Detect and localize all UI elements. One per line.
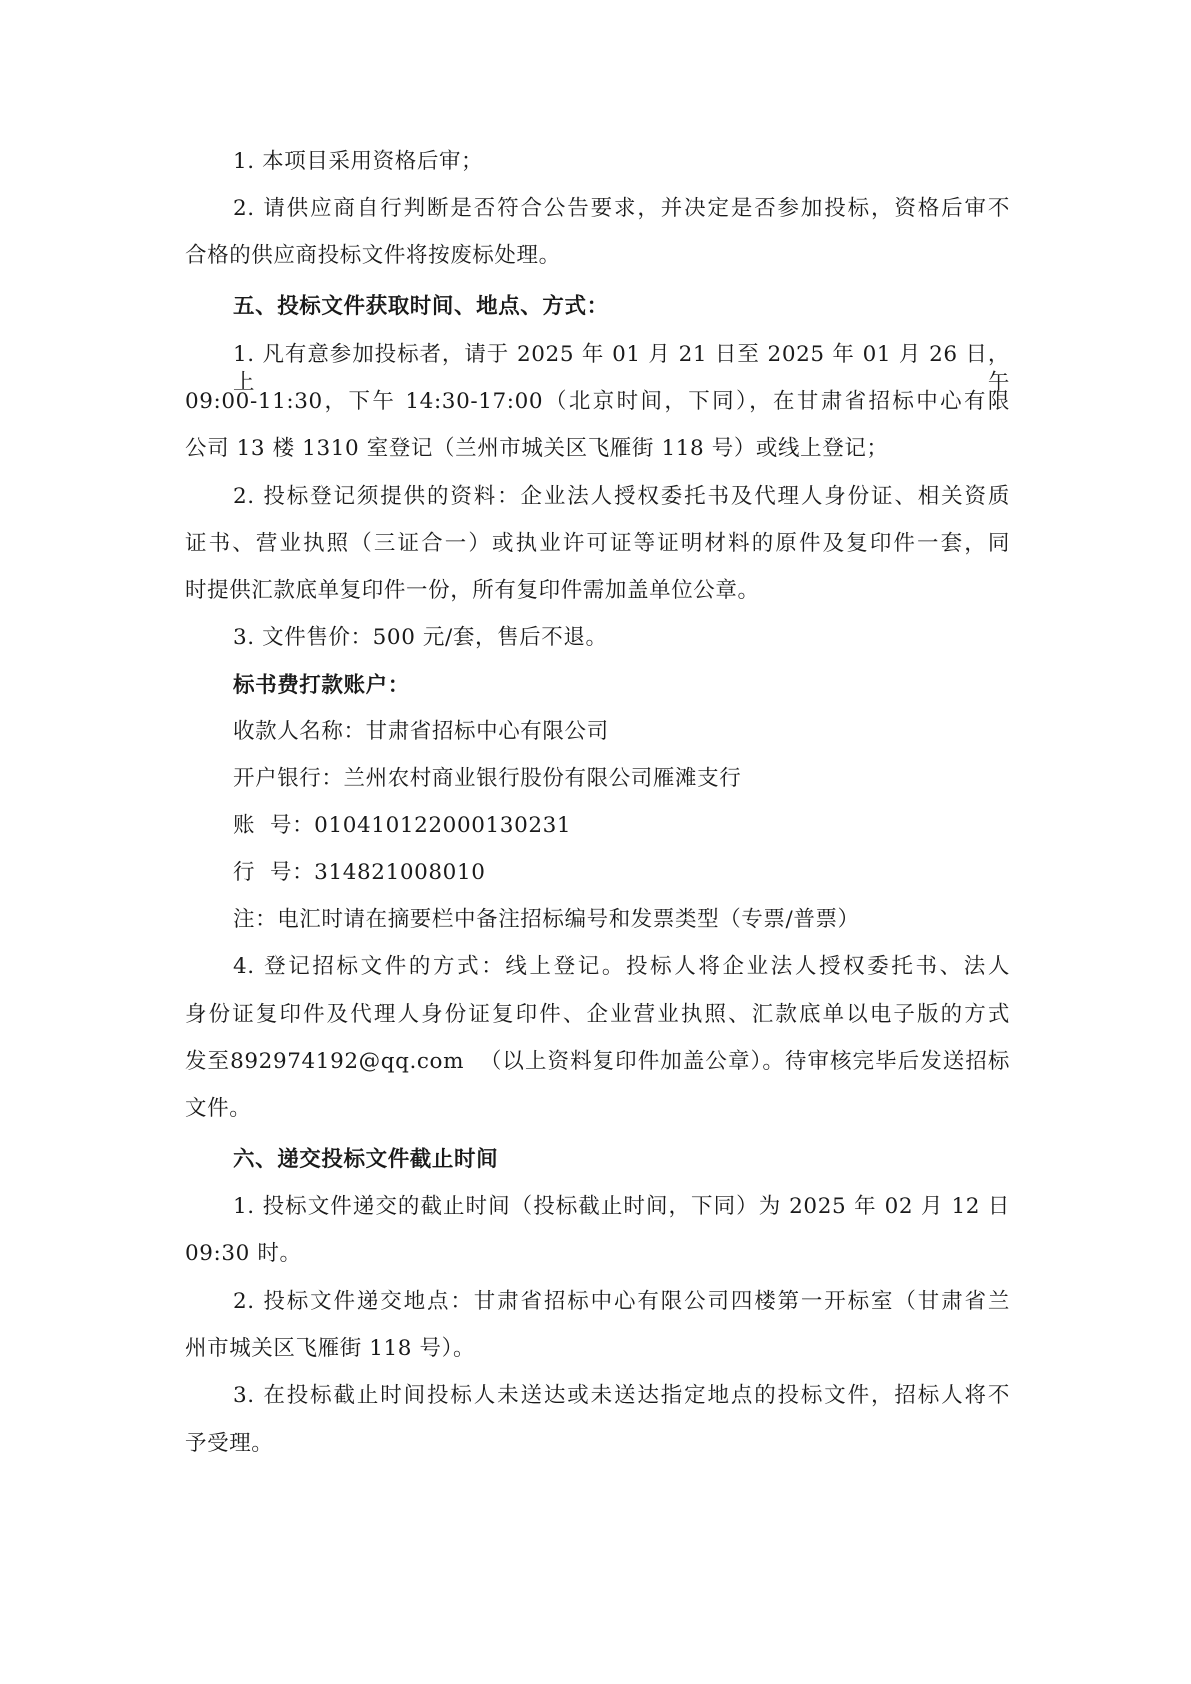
acquisition-item-2-line-2: 证书、营业执照（三证合一）或执业许可证等证明材料的原件及复印件一套，同: [185, 531, 1010, 556]
acquisition-item-2-line-1: 2. 投标登记须提供的资料：企业法人授权委托书及代理人身份证、相关资质: [233, 484, 1010, 509]
deadline-item-2-line-1: 2. 投标文件递交地点：甘肃省招标中心有限公司四楼第一开标室（甘肃省兰: [233, 1289, 1010, 1314]
deadline-item-2-line-2: 州市城关区飞雁街 118 号）。: [185, 1336, 476, 1361]
section-heading-five: 五、投标文件获取时间、地点、方式：: [233, 294, 609, 319]
acquisition-item-4-line-1: 4. 登记招标文件的方式：线上登记。投标人将企业法人授权委托书、法人: [233, 954, 1010, 979]
acquisition-item-4-line-4: 文件。: [185, 1096, 252, 1121]
acquisition-item-3: 3. 文件售价：500 元/套，售后不退。: [233, 625, 608, 650]
acquisition-item-2-line-3: 时提供汇款底单复印件一份，所有复印件需加盖单位公章。: [185, 578, 760, 603]
deadline-item-3-line-1: 3. 在投标截止时间投标人未送达或未送达指定地点的投标文件，招标人将不: [233, 1383, 1010, 1408]
qualification-item-1: 1. 本项目采用资格后审；: [233, 149, 484, 174]
qualification-item-2-line-1: 2. 请供应商自行判断是否符合公告要求，并决定是否参加投标，资格后审不: [233, 196, 1010, 221]
deadline-item-1-line-2: 09:30 时。: [185, 1241, 302, 1266]
section-heading-six: 六、递交投标文件截止时间: [233, 1147, 499, 1172]
bank-account-heading: 标书费打款账户：: [233, 673, 410, 698]
account-number: 账 号：010410122000130231: [233, 813, 572, 838]
acquisition-item-1-line-3: 公司 13 楼 1310 室登记（兰州市城关区飞雁街 118 号）或线上登记；: [185, 436, 889, 461]
deadline-item-1-line-1: 1. 投标文件递交的截止时间（投标截止时间，下同）为 2025 年 02 月 12 日: [233, 1194, 1010, 1219]
opening-bank: 开户银行：兰州农村商业银行股份有限公司雁滩支行: [233, 766, 742, 791]
acquisition-item-1-line-2: 09:00-11:30，下午 14:30-17:00（北京时间，下同），在甘肃省招标中心有限: [185, 389, 1010, 414]
deadline-item-3-line-2: 予受理。: [185, 1431, 274, 1456]
payee-name: 收款人名称：甘肃省招标中心有限公司: [233, 719, 609, 744]
bank-code: 行 号：314821008010: [233, 860, 486, 885]
acquisition-item-1-line-1: 1. 凡有意参加投标者，请于 2025 年 01 月 21 日至 2025 年 01 月 26 日，上午: [233, 342, 1010, 395]
qualification-item-2-line-2: 合格的供应商投标文件将按废标处理。: [185, 243, 561, 268]
acquisition-item-4-line-3: 发至892974192@qq.com （以上资料复印件加盖公章）。待审核完毕后发送招标: [185, 1049, 1010, 1074]
acquisition-item-4-line-2: 身份证复印件及代理人身份证复印件、企业营业执照、汇款底单以电子版的方式: [185, 1002, 1010, 1027]
remittance-note: 注：电汇时请在摘要栏中备注招标编号和发票类型（专票/普票）: [233, 907, 860, 932]
